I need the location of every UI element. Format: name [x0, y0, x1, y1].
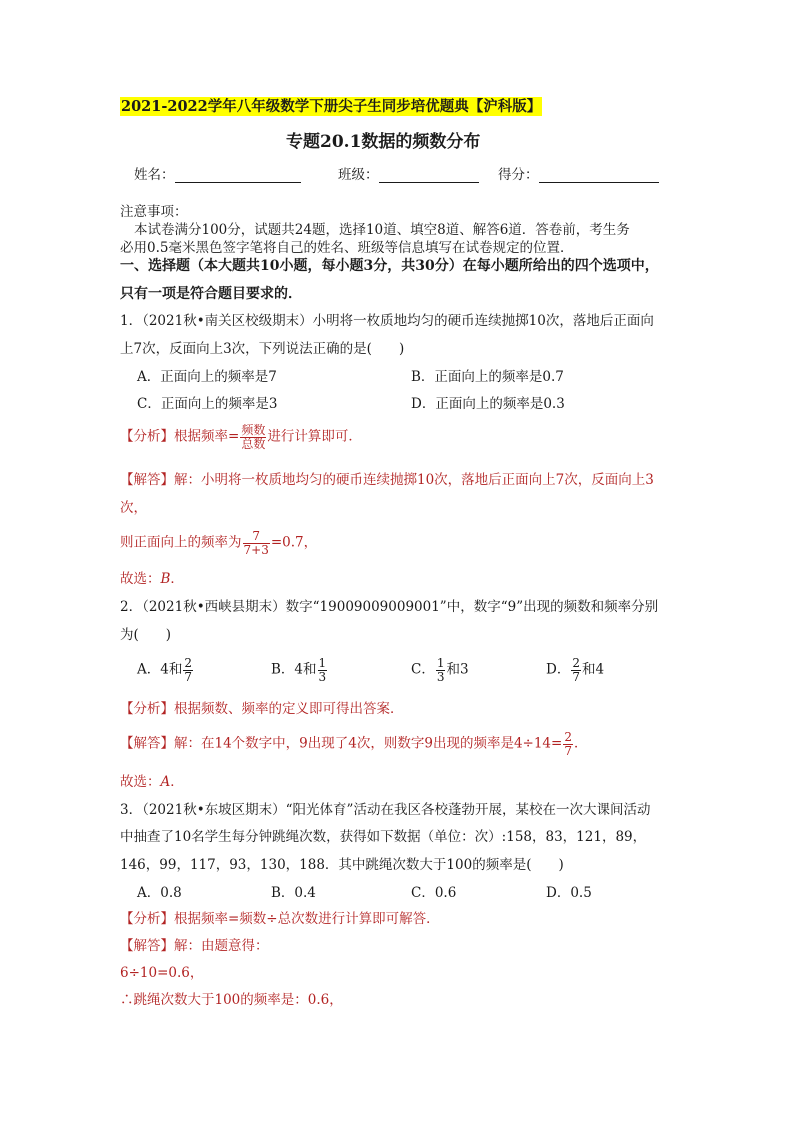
q3-conclusion: ∴跳绳次数大于100的频率是：0.6，	[120, 992, 343, 1008]
q1-stem-line1: 1．（2021秋•南关区校级期末）小明将一枚质地均匀的硬币连续抛掷10次，落地后正面向	[120, 313, 654, 329]
q2-option-b: B．4和 $\frac{1}{3}$	[271, 656, 327, 684]
q1-analysis-post: 进行计算即可．	[267, 428, 362, 445]
q1-analysis-fraction: $\frac{\text{频数}}{\text{总数}}$	[241, 423, 266, 451]
q3-stem-line2: 中抽查了10名学生每分钟跳绳次数，获得如下数据（单位：次）:158，83，121，89，	[120, 829, 647, 845]
q2-option-c: C． $\frac{1}{3}$ 和3	[411, 656, 469, 684]
section-heading-line1: 一、选择题（本大题共10小题，每小题3分，共30分）在每小题所给出的四个选项中，	[120, 258, 659, 274]
q3-option-c: C．0.6	[411, 885, 457, 901]
q1-answer-tag: 【解答】	[120, 472, 174, 488]
q3-option-d: D．0.5	[546, 885, 592, 901]
q3-option-b: B．0.4	[271, 885, 316, 901]
q1-option-d: D．正面向上的频率是0.3	[411, 396, 565, 412]
q2-choose: 故选：A．	[120, 774, 184, 790]
name-field-row	[134, 169, 301, 183]
q1-analysis: 【分析】根据频率= $\frac{\text{频数}}{\text{总数}}$ 进行计算即可．	[120, 423, 362, 451]
notice-heading: 注意事项：	[120, 204, 188, 220]
q2-answer: 【解答】解：在14个数字中，9出现了4次，则数字9出现的频率是4÷14= $\frac{2}{7}$ ．	[120, 730, 588, 758]
banner-text: 2021-2022学年八年级数学下册尖子生同步培优题典【沪科版】	[121, 98, 542, 115]
q2-stem-line1: 2．（2021秋•西峡县期末）数字“19009009009001”中，数字“9”出现的频数和频率分别	[120, 599, 659, 615]
q2-analysis: 【分析】根据频数、频率的定义即可得出答案．	[120, 701, 404, 717]
q1-answer-line1: 【解答】解：小明将一枚质地均匀的硬币连续抛掷10次，落地后正面向上7次，反面向上3	[120, 472, 654, 488]
q1-option-c: C．正面向上的频率是3	[137, 396, 278, 412]
q3-stem-line3: 146，99，117，93，130，188．其中跳绳次数大于100的频率是( )	[120, 857, 564, 873]
q1-stem-line2: 上7次，反面向上3次，下列说法正确的是( )	[120, 341, 405, 357]
q1-answer-line2: 次，	[120, 500, 147, 516]
q1-option-b: B．正面向上的频率是0.7	[411, 369, 564, 385]
class-label: 班级：	[338, 167, 379, 183]
page-title: 专题20.1数据的频数分布	[286, 132, 481, 152]
q3-stem-line1: 3．（2021秋•东坡区期末）“阳光体育”活动在我区各校蓬勃开展，某校在一次大课间活动	[120, 802, 651, 818]
notice-line2: 必用0.5毫米黑色签字笔将自己的姓名、班级等信息填写在试卷规定的位置．	[120, 240, 574, 256]
q1-answer-line3: 则正面向上的频率为 $\frac{7}{7+3}$ =0.7，	[120, 529, 318, 557]
q1-answer-fraction: $\frac{7}{7+3}$	[243, 529, 269, 557]
q1-analysis-tag: 【分析】	[120, 428, 174, 445]
q3-answer: 【解答】解：由题意得：	[120, 938, 269, 954]
class-blank[interactable]	[379, 170, 479, 183]
name-label: 姓名：	[134, 167, 175, 183]
q2-stem-line2: 为( )	[120, 627, 172, 643]
q2-option-a: A．4和 $\frac{2}{7}$	[137, 656, 192, 684]
score-field-row	[498, 169, 659, 183]
section-heading-line2: 只有一项是符合题目要求的．	[120, 286, 302, 302]
name-blank[interactable]	[175, 170, 301, 183]
q1-choose: 故选：B．	[120, 571, 184, 587]
q1-analysis-pre: 根据频率	[174, 428, 228, 445]
q2-option-d: D． $\frac{2}{7}$ 和4	[546, 656, 605, 684]
q3-analysis: 【分析】根据频率=频数÷总次数进行计算即可解答．	[120, 911, 440, 927]
q3-option-a: A．0.8	[137, 885, 182, 901]
q3-calc: 6÷10=0.6，	[120, 965, 204, 981]
score-blank[interactable]	[539, 170, 659, 183]
banner-title	[120, 98, 542, 115]
notice-line1: 本试卷满分100分，试题共24题，选择10道、填空8道、解答6道．答卷前，考生务	[134, 222, 630, 238]
score-label: 得分：	[498, 167, 539, 183]
q1-option-a: A．正面向上的频率是7	[137, 369, 277, 385]
class-field-row	[338, 169, 479, 183]
